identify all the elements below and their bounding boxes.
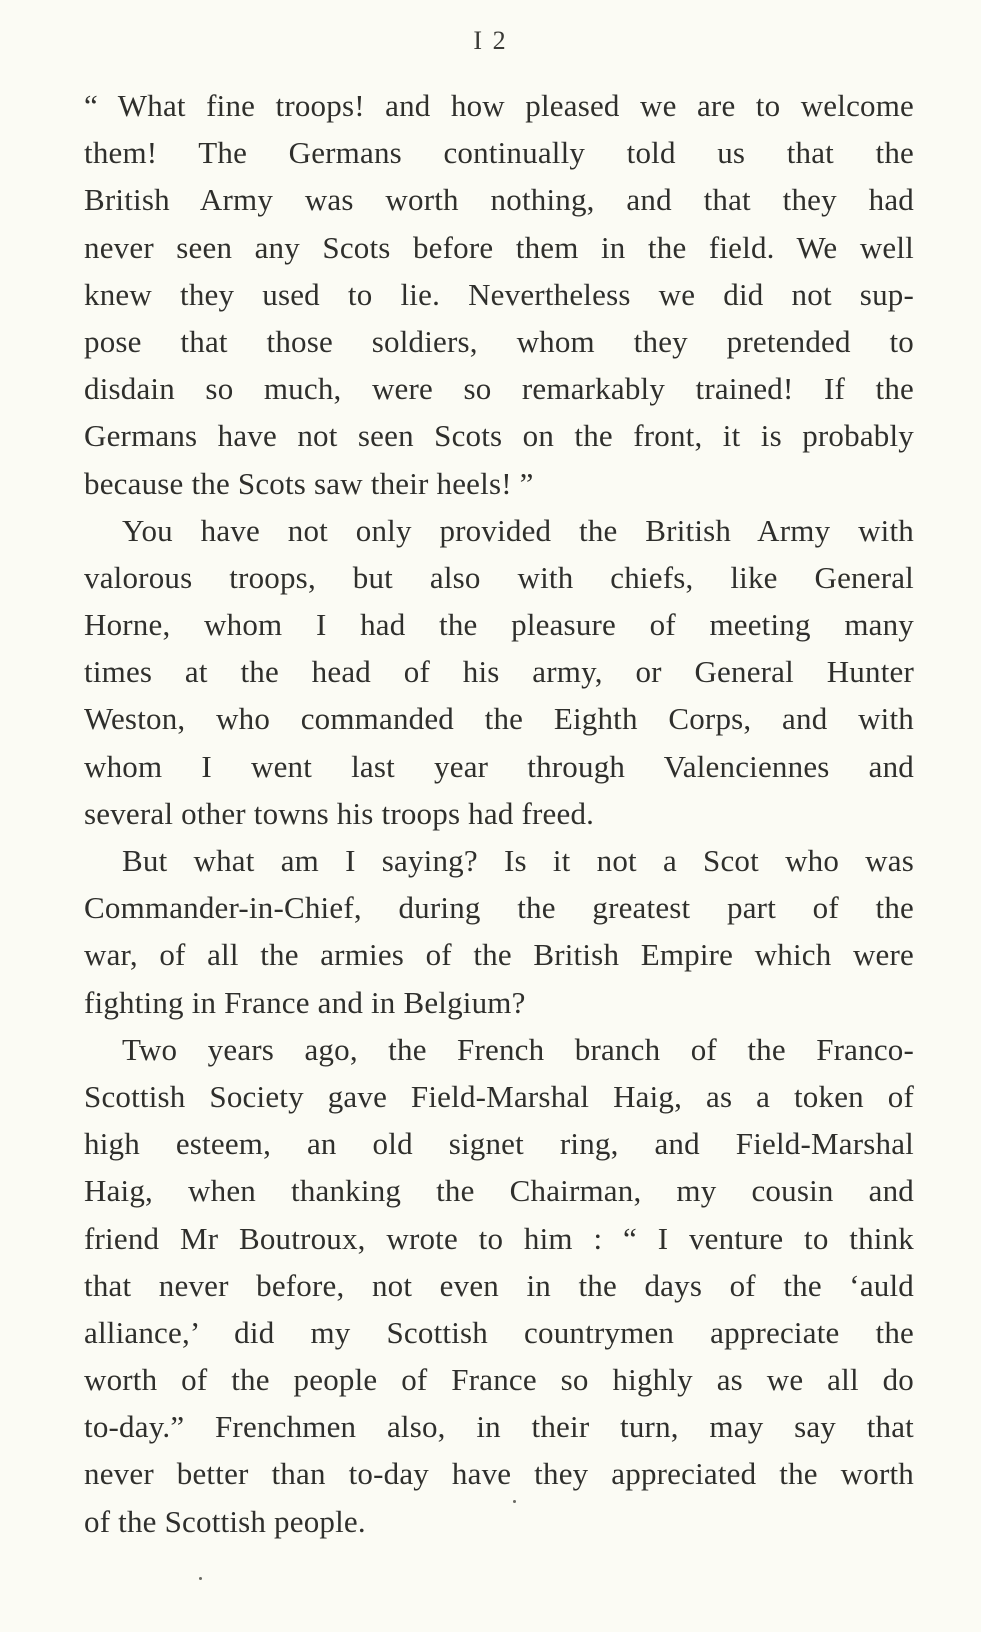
text-line: them! The Germans continually told us that the xyxy=(84,135,914,171)
text-line: “ What fine troops! and how pleased we are to welcome xyxy=(84,88,914,123)
text-line: Germans have not seen Scots on the front, it is probably xyxy=(84,418,914,454)
text-line: Horne, whom I had the pleasure of meeting many xyxy=(84,607,914,643)
text-line: Scottish Society gave Field-Marshal Haig, as a token of xyxy=(84,1078,914,1114)
text-line: of the Scottish people. xyxy=(84,1503,366,1539)
text-line: friend Mr Boutroux, wrote to him : “ I venture to think xyxy=(84,1220,914,1256)
text-line: whom I went last year through Valenciennes and xyxy=(84,748,914,784)
text-line: to-day.” Frenchmen also, in their turn, may say that xyxy=(84,1409,914,1445)
text-line: war, of all the armies of the British Empire which were xyxy=(84,937,914,973)
text-line: disdain so much, were so remarkably trained! If the xyxy=(84,371,914,407)
page-number: I 2 xyxy=(473,26,508,55)
text-line: never seen any Scots before them in the field. We well xyxy=(84,229,914,265)
text-line: Weston, who commanded the Eighth Corps, and with xyxy=(84,701,914,737)
ink-speck xyxy=(199,1577,202,1580)
text-line: because the Scots saw their heels! ” xyxy=(84,465,534,501)
text-line: You have not only provided the British Army with xyxy=(122,512,914,548)
paragraph-4 xyxy=(84,1026,914,1545)
text-line: pose that those soldiers, whom they pretended to xyxy=(84,323,914,359)
text-line: Commander-in-Chief, during the greatest part of the xyxy=(84,890,914,926)
text-line: worth of the people of France so highly as we all do xyxy=(84,1362,914,1398)
text-line: never better than to-day have they appreciated the worth xyxy=(84,1456,914,1492)
paragraph-1 xyxy=(84,82,914,507)
body-text xyxy=(84,82,914,1545)
text-line: Haig, when thanking the Chairman, my cousin and xyxy=(84,1173,914,1209)
text-line: that never before, not even in the days of the ‘auld xyxy=(84,1267,914,1303)
text-line: high esteem, an old signet ring, and Field-Marshal xyxy=(84,1126,914,1162)
text-line: fighting in France and in Belgium? xyxy=(84,984,526,1020)
text-line: But what am I saying? Is it not a Scot who was xyxy=(122,843,914,878)
text-line: several other towns his troops had freed. xyxy=(84,795,595,831)
text-line: British Army was worth nothing, and that they had xyxy=(84,182,914,218)
text-line: alliance,’ did my Scottish countrymen appreciate the xyxy=(84,1314,914,1350)
paragraph-2 xyxy=(84,507,914,837)
text-line: times at the head of his army, or General Hunter xyxy=(84,654,914,690)
text-line: valorous troops, but also with chiefs, like General xyxy=(84,559,914,595)
paragraph-3 xyxy=(84,837,914,1026)
text-line: knew they used to lie. Nevertheless we did not sup- xyxy=(84,276,914,312)
ink-speck xyxy=(513,1500,516,1503)
text-line: Two years ago, the French branch of the Franco- xyxy=(122,1031,914,1067)
